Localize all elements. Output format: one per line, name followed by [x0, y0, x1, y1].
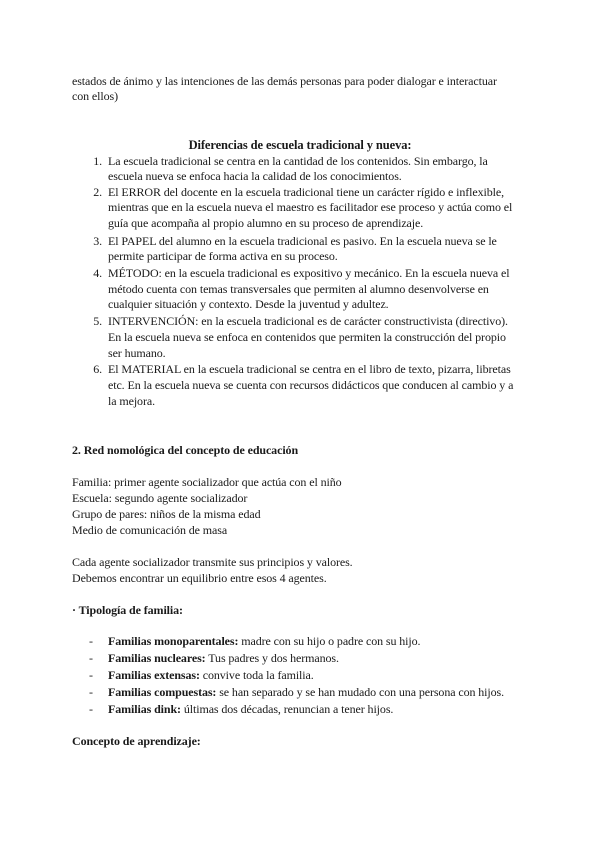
agent-line: Escuela: segundo agente socializador	[72, 491, 248, 505]
list-item	[108, 702, 393, 717]
family-desc: últimas dos décadas, renuncian a tener hijos.	[180, 702, 394, 716]
bullet-dash: -	[89, 634, 93, 648]
list-item	[108, 651, 339, 666]
list-item-line: cualquier situación y contexto. Desde la juventud y adultez.	[108, 297, 389, 311]
family-term: Familias monoparentales:	[108, 634, 239, 648]
list-number: 3.	[93, 234, 102, 248]
list-item-line: INTERVENCIÓN: en la escuela tradicional es de carácter constructivista (directivo).	[108, 314, 508, 328]
list-item	[108, 685, 504, 700]
family-term: Familias extensas:	[108, 668, 200, 682]
family-desc: se han separado y se han mudado con una persona con hijos.	[216, 685, 505, 699]
list-item-line: la mejora.	[108, 394, 155, 408]
agent-line: Medio de comunicación de masa	[72, 523, 228, 537]
list-number: 4.	[93, 266, 102, 280]
typology-title: · Tipología de familia:	[72, 603, 183, 617]
list-item-line: guía que acompaña al propio alumno en su proceso de aprendizaje.	[108, 216, 424, 230]
summary-line: Cada agente socializador transmite sus principios y valores.	[72, 555, 353, 569]
list-item-line: método cuenta con temas transversales que permiten al alumno desenvolverse en	[108, 282, 489, 296]
list-item-line: mientras que en la escuela nueva el maestro es facilitador ese proceso y actúa como el	[108, 200, 513, 214]
intro-line-1: estados de ánimo y las intenciones de las demás personas para poder dialogar e interactuar	[72, 74, 497, 88]
list-item	[108, 634, 420, 649]
list-number: 2.	[93, 185, 102, 199]
family-desc: convive toda la familia.	[199, 668, 314, 682]
list-item-line: El ERROR del docente en la escuela tradicional tiene un carácter rígido e inflexible,	[108, 185, 505, 199]
family-term: Familias dink:	[108, 702, 181, 716]
list-number: 1.	[93, 154, 102, 168]
learning-title: Concepto de aprendizaje:	[72, 734, 201, 748]
list-number: 6.	[93, 362, 102, 376]
list-item-line: ser humano.	[108, 346, 166, 360]
list-item-line: La escuela tradicional se centra en la cantidad de los contenidos. Sin embargo, la	[108, 154, 488, 168]
list-item	[108, 668, 314, 683]
list-number: 5.	[93, 314, 102, 328]
bullet-dash: -	[89, 651, 93, 665]
list-item-line: permite participar de forma activa en su proceso.	[108, 249, 338, 263]
differences-heading: Diferencias de escuela tradicional y nueva:	[188, 138, 412, 152]
list-item-line: En la escuela nueva se enfoca en contenidos que permiten la construcción del propio	[108, 330, 506, 344]
family-desc: madre con su hijo o padre con su hijo.	[238, 634, 421, 648]
agent-line: Familia: primer agente socializador que actúa con el niño	[72, 475, 342, 489]
bullet-dash: -	[89, 702, 93, 716]
list-item-line: etc. En la escuela nueva se cuenta con recursos didácticos que conducen al cambio y a	[108, 378, 514, 392]
intro-line-2: con ellos)	[72, 89, 118, 103]
bullet-dash: -	[89, 668, 93, 682]
summary-line: Debemos encontrar un equilibrio entre esos 4 agentes.	[72, 571, 327, 585]
bullet-dash: -	[89, 685, 93, 699]
family-term: Familias compuestas:	[108, 685, 217, 699]
family-term: Familias nucleares:	[108, 651, 206, 665]
list-item-line: El MATERIAL en la escuela tradicional se centra en el libro de texto, pizarra, libretas	[108, 362, 511, 376]
section-2-title: 2. Red nomológica del concepto de educación	[72, 443, 299, 457]
family-desc: Tus padres y dos hermanos.	[205, 651, 339, 665]
list-item-line: MÉTODO: en la escuela tradicional es expositivo y mecánico. En la escuela nueva el	[108, 266, 510, 280]
agent-line: Grupo de pares: niños de la misma edad	[72, 507, 261, 521]
list-item-line: escuela nueva se enfoca hacia la calidad de los conocimientos.	[108, 169, 402, 183]
list-item-line: El PAPEL del alumno en la escuela tradicional es pasivo. En la escuela nueva se le	[108, 234, 497, 248]
